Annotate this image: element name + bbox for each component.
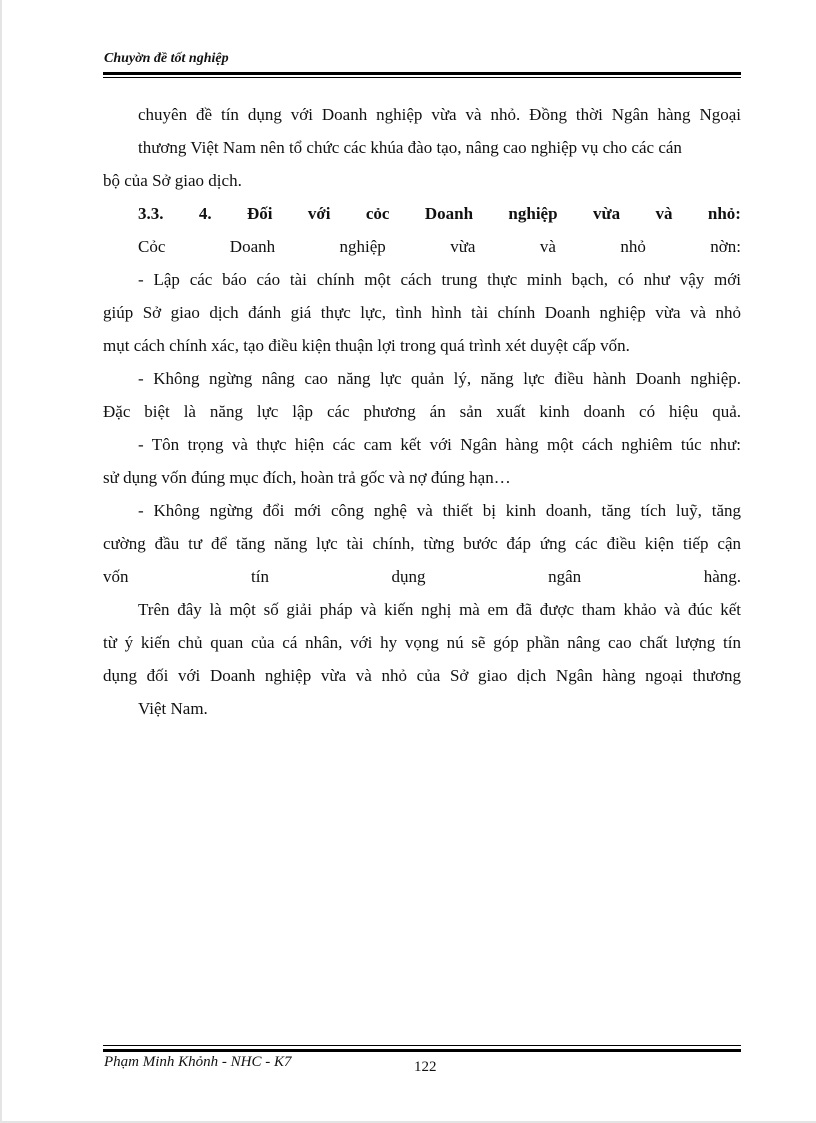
page-number: 122 [414,1059,437,1075]
intro-word: Cỏc [138,237,166,256]
body-line: Việt Nam. [138,699,208,718]
body-line: bộ của Sở giao dịch. [103,171,242,190]
body-word: vốn [103,567,129,586]
heading-word: cỏc [365,204,390,223]
body-line [103,560,741,593]
body-line: chuyên đề tín dụng với Doanh nghiệp vừa và nhỏ. Đồng thời Ngân hàng Ngoại [138,105,741,124]
intro-line [103,230,741,263]
body-line: - Không ngừng đổi mới công nghệ và thiết bị kinh doanh, tăng tích luỹ, tăng [138,501,741,520]
body-line: cường đầu tư để tăng năng lực tài chính, từng bước đáp ứng các điều kiện tiếp cận [103,534,741,553]
heading-word: và [655,204,673,223]
heading-word: nghiệp [508,204,558,223]
body-word: hàng. [703,567,741,586]
body-word: dụng [391,567,426,586]
intro-word: vừa [450,237,476,256]
page-edge [0,0,2,1123]
intro-word: nghiệp [339,237,386,256]
body-line: giúp Sở giao dịch đánh giá thực lực, tình hình tài chính Doanh nghiệp vừa và nhỏ [103,303,741,322]
body-word: ngân [548,567,582,586]
footer-rule [103,1049,741,1052]
heading-word: với [307,204,331,223]
body-line: Đặc biệt là năng lực lập các phương án sản xuất kinh doanh có hiệu quả. [103,402,741,421]
intro-word: và [539,237,556,256]
document-body [103,98,741,725]
header-rule [103,72,741,75]
heading-word: 4. [198,204,212,223]
body-line: mụt cách chính xác, tạo điều kiện thuận lợi trong quá trình xét duyệt cấp vốn. [103,336,630,355]
body-line: - Không ngừng nâng cao năng lực quản lý, năng lực điều hành Doanh nghiệp. [138,369,741,388]
heading-word: Doanh [424,204,474,223]
footer-rule [103,1045,741,1046]
body-word: tín [251,567,269,586]
body-line: - Tôn trọng và thực hiện các cam kết với Ngân hàng một cách nghiêm túc như: [138,435,741,454]
heading-word: 3.3. [138,204,164,223]
intro-word: nờn: [710,237,741,256]
body-line: từ ý kiến chủ quan của cá nhân, với hy vọng nú sẽ góp phần nâng cao chất lượng tín [103,633,741,652]
header-rule [103,77,741,78]
body-line: Trên đây là một số giải pháp và kiến nghị mà em đã được tham khảo và đúc kết [138,600,741,619]
footer-author: Phạm Minh Khỏnh - NHC - K7 [104,1054,292,1070]
heading-word: nhỏ: [707,204,741,223]
body-line: thương Việt Nam nên tổ chức các khúa đào tạo, nâng cao nghiệp vụ cho các cán [138,138,682,157]
intro-word: nhỏ [620,237,646,256]
intro-word: Doanh [229,237,276,256]
body-line: dụng đối với Doanh nghiệp vừa và nhỏ của Sở giao dịch Ngân hàng ngoại thương [103,666,741,685]
section-heading [103,197,741,230]
body-line: - Lập các báo cáo tài chính một cách trung thực minh bạch, có như vậy mới [138,270,741,289]
header-title: Chuyờn đề tốt nghiệp [104,51,229,66]
body-line: sử dụng vốn đúng mục đích, hoàn trả gốc và nợ đúng hạn… [103,468,511,487]
heading-word: vừa [592,204,621,223]
heading-word: Đối [247,204,273,223]
